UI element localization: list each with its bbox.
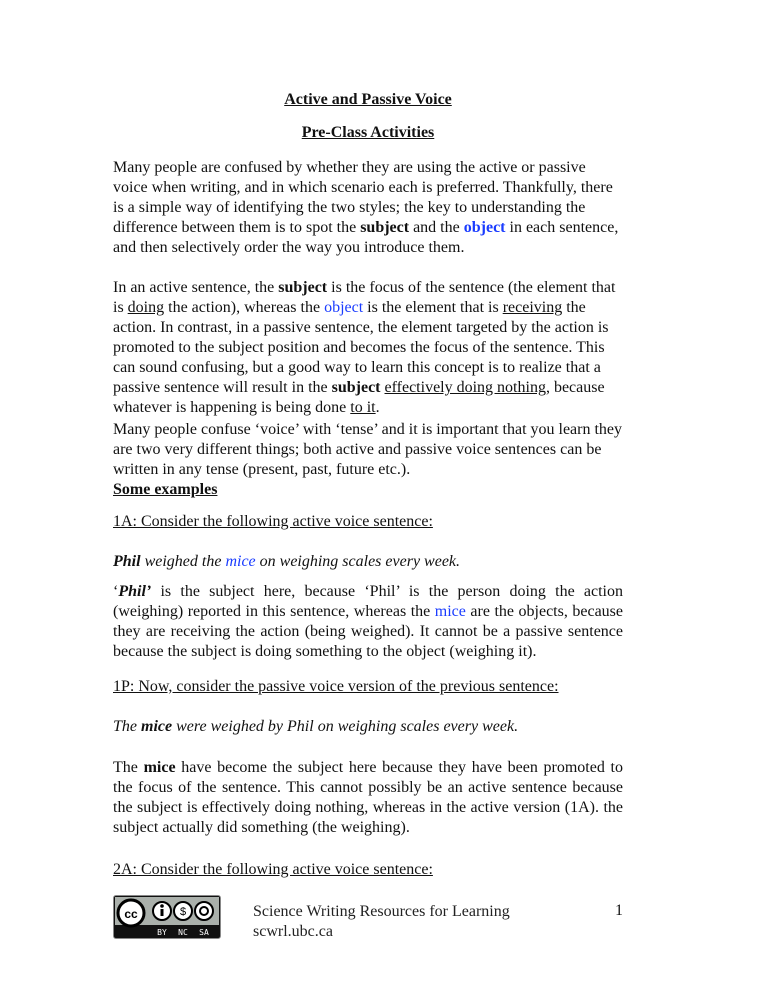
page-subtitle: Pre-Class Activities (301, 124, 435, 141)
voice-tense-paragraph: Many people confuse ‘voice’ with ‘tense’ and it is important that you learn they are two very different things; both active and passive voice sentences can be written in any tense (present, past, future etc.). (113, 421, 623, 478)
object-term: object (324, 299, 364, 316)
text: because whatever is happening is being done (113, 379, 605, 416)
underlined-term: doing (127, 299, 165, 316)
example-1a-sentence (113, 552, 623, 572)
text: the action), whereas the (164, 299, 325, 316)
text: weighed the (140, 553, 226, 570)
subject-term: subject (278, 279, 328, 296)
footer-text (253, 902, 510, 942)
text: The (113, 759, 144, 776)
text: Many people are confused by whether they are using the active or passive voice when writing, and in which scenario each is preferred. Thankfully, there is a simple way of identifying the two styles; the key to understanding the difference between them is to spot the (113, 159, 613, 236)
text: and the (409, 219, 464, 236)
text: are the objects, because they are receiving the action (being weighed). It cannot be a passive sentence because the subject is doing something to the object (weighing it). (113, 603, 624, 660)
license-nc: NC (178, 928, 188, 937)
license-by: BY (157, 928, 167, 937)
underlined-term: to it (350, 399, 376, 416)
text: have become the subject here because they have been promoted to the focus of the sentence. This cannot possibly be an active sentence because the subject is effectively doing nothing, whereas in the active version (1A). the subject actually did something (the weighing). (113, 759, 623, 836)
subject-term: Phil’ (118, 583, 152, 600)
text: ‘ (113, 583, 119, 600)
text: is the focus of the sentence (the element that is (113, 279, 616, 316)
active-explanation-paragraph (113, 278, 623, 418)
underlined-term: receiving (502, 299, 563, 316)
subject-term: subject (331, 379, 381, 396)
underlined-term: effectively doing nothing, (384, 379, 550, 396)
intro-paragraph (113, 158, 623, 258)
examples-heading: Some examples (113, 481, 218, 498)
text: The (113, 718, 141, 735)
object-term: mice (434, 603, 466, 620)
example-1a-heading: 1A: Consider the following active voice sentence: (113, 513, 433, 530)
text: were weighed by Phil on weighing scales every week. (172, 718, 519, 735)
text: on weighing scales every week. (255, 553, 461, 570)
object-term: object (463, 219, 506, 236)
subject-term: mice (141, 718, 173, 735)
license-sa: SA (199, 928, 209, 937)
subject-term: mice (143, 759, 176, 776)
cc-license-badge (113, 895, 221, 939)
text: is the element that is (363, 299, 503, 316)
example-2a-heading: 2A: Consider the following active voice sentence: (113, 861, 433, 878)
footer-url[interactable]: scwrl.ubc.ca (253, 923, 333, 940)
text: . (375, 399, 380, 416)
svg-text:$: $ (179, 906, 187, 918)
example-1p-sentence (113, 717, 623, 737)
cc-by-nc-sa-icon (114, 896, 220, 938)
page-number: 1 (615, 902, 623, 919)
example-1a-explanation (113, 582, 623, 662)
subject-term: Phil (113, 553, 141, 570)
text: is the subject here, because ‘Phil’ is the person doing the action (weighing) reported in this sentence, whereas the (113, 583, 623, 620)
example-1p-heading: 1P: Now, consider the passive voice version of the previous sentence: (113, 678, 559, 695)
footer-org: Science Writing Resources for Learning (253, 903, 510, 920)
example-1p-explanation (113, 758, 623, 838)
subject-term: subject (360, 219, 410, 236)
cc-text: cc (124, 907, 138, 921)
text: in each sentence, and then selectively order the way you introduce them. (113, 219, 619, 256)
text: In an active sentence, the (113, 279, 279, 296)
page-title: Active and Passive Voice (284, 91, 452, 108)
text: the action. In contrast, in a passive sentence, the element targeted by the action is promoted to the subject position and becomes the focus of the sentence. This can sound confusing, but a good way to learn this concept is to realize that a passive sentence will result in the (113, 299, 609, 396)
object-term: mice (225, 553, 256, 570)
